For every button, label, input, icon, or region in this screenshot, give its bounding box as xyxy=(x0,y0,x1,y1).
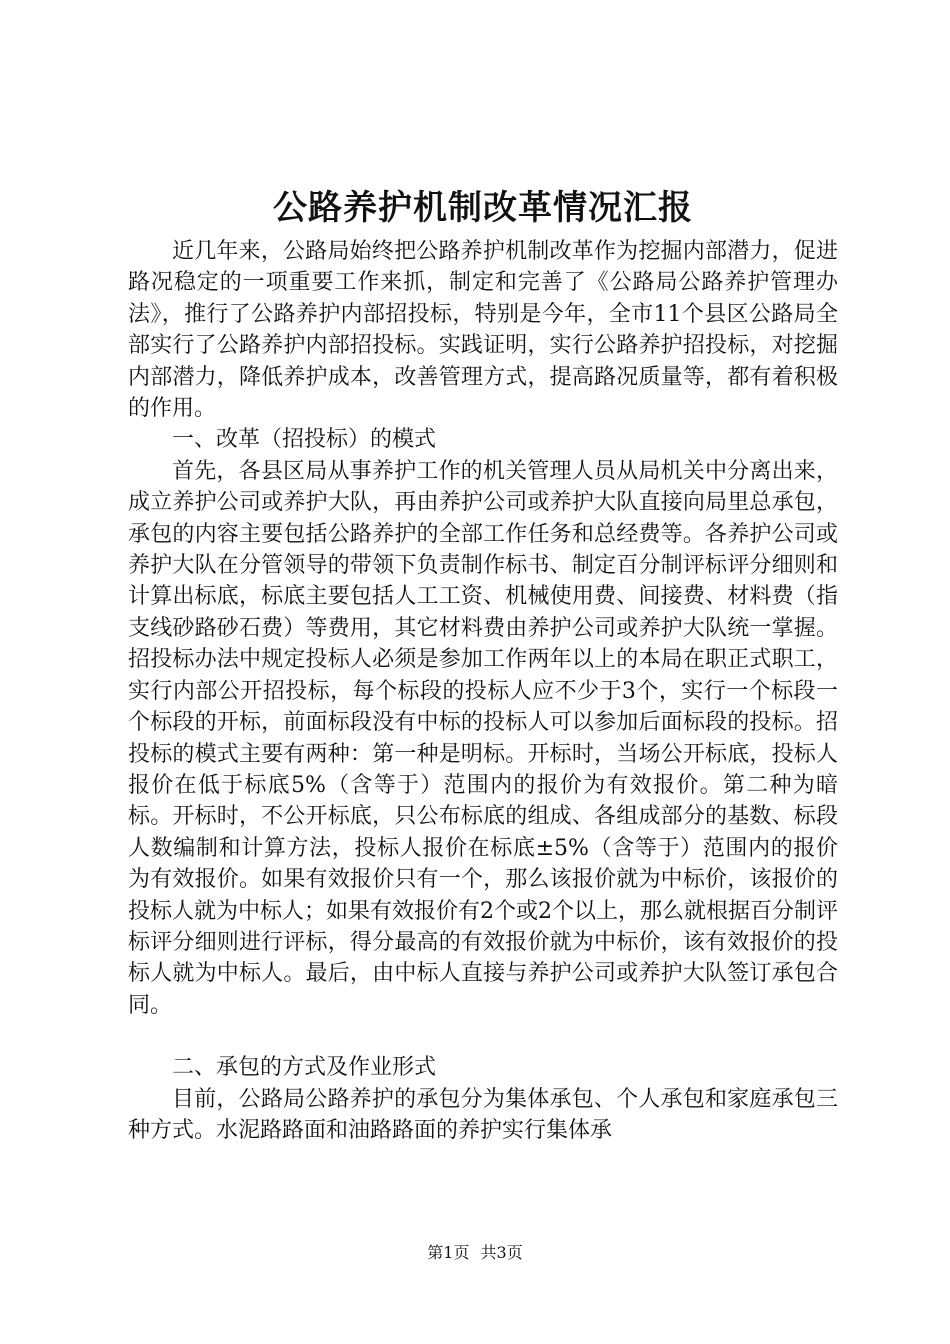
document-title: 公路养护机制改革情况汇报 xyxy=(273,188,693,228)
document-body xyxy=(128,236,838,1146)
page-total: 共3页 xyxy=(480,1243,523,1262)
page-number: 第1页 xyxy=(427,1243,470,1262)
paragraph-bidding-model: 首先，各县区局从事养护工作的机关管理人员从局机关中分离出来，成立养护公司或养护大队，再由养护公司或养护大队直接向局里总承包，承包的内容主要包括公路养护的全部工作任务和总经费等。各养护公司或养护大队在分管领导的带领下负责制作标书、制定百分制评标评分细则和计算出标底，标底主要包括人工工资、机械使用费、间接费、材料费（指支线砂路砂石费）等费用，其它材料费由养护公司或养护大队统一掌握。招投标办法中规定投标人必须是参加工作两年以上的本局在职正式职工，实行内部公开招投标，每个标段的投标人应不少于3个，实行一个标段一个标段的开标，前面标段没有中标的投标人可以参加后面标段的投标。招投标的模式主要有两种：第一种是明标。开标时，当场公开标底，投标人报价在低于标底5%（含等于）范围内的报价为有效报价。第二种为暗标。开标时，不公开标底，只公布标底的组成、各组成部分的基数、标段人数编制和计算方法，投标人报价在标底±5%（含等于）范围内的报价为有效报价。如果有效报价只有一个，那么该报价就为中标价，该报价的投标人就为中标人；如果有效报价有2个或2个以上，那么就根据百分制评标评分细则进行评标，得分最高的有效报价就为中标价，该有效报价的投标人就为中标人。最后，由中标人直接与养护公司或养护大队签订承包合同。 xyxy=(128,458,838,1018)
document-page xyxy=(128,0,838,1344)
section-heading-2: 二、承包的方式及作业形式 xyxy=(172,1055,437,1081)
section-heading-1: 一、改革（招投标）的模式 xyxy=(172,427,437,453)
paragraph-contract-methods: 目前，公路局公路养护的承包分为集体承包、个人承包和家庭承包三种方式。水泥路路面和油路路面的养护实行集体承 xyxy=(128,1086,838,1143)
page-footer xyxy=(0,1242,950,1264)
paragraph-intro: 近几年来，公路局始终把公路养护机制改革作为挖掘内部潜力，促进路况稳定的一项重要工作来抓，制定和完善了《公路局公路养护管理办法》，推行了公路养护内部招投标，特别是今年，全市11个县区公路局全部实行了公路养护内部招投标。实践证明，实行公路养护招投标，对挖掘内部潜力，降低养护成本，改善管理方式，提高路况质量等，都有着积极的作用。 xyxy=(128,239,838,422)
